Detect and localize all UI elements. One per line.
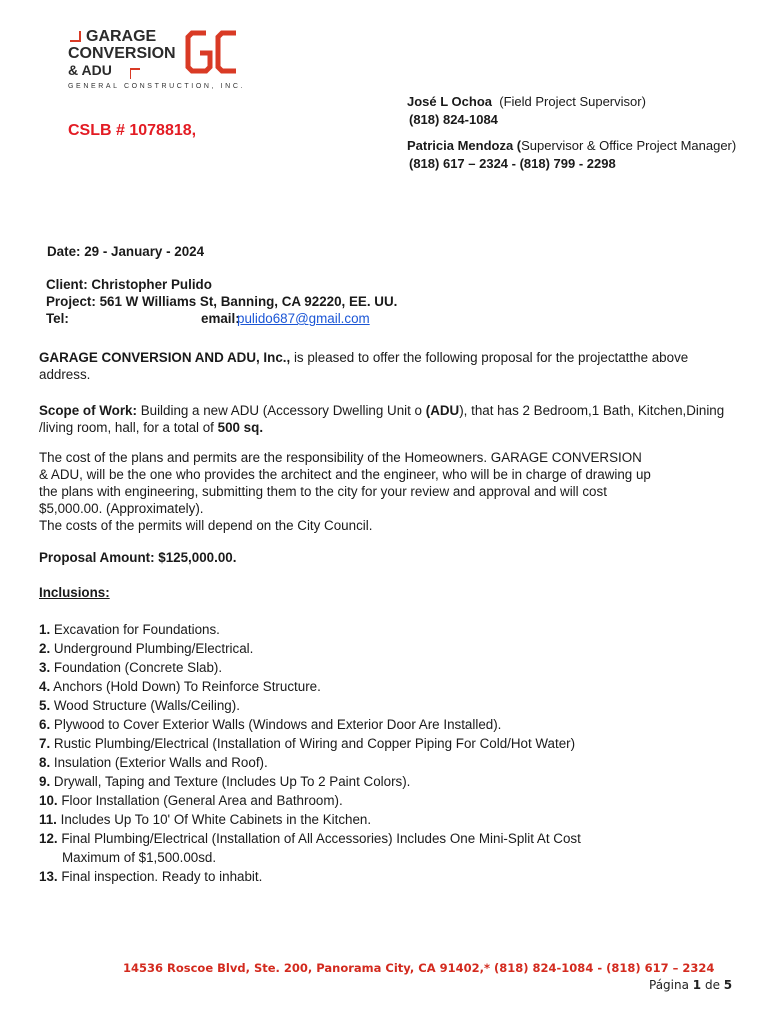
contact-2-phones: (818) 617 – 2324 - (818) 799 - 2298 (409, 156, 616, 171)
contact-2 (407, 138, 736, 153)
gc-monogram-icon (184, 27, 240, 77)
inclusions-list (39, 620, 759, 886)
scope-adu: (ADU (425, 403, 460, 418)
inclusion-number: 3. (39, 660, 51, 675)
inclusion-text: Final inspection. Ready to inhabit. (57, 869, 263, 884)
page-number (649, 978, 732, 992)
inclusion-item (39, 810, 759, 829)
logo-corner-mark-bottom (130, 67, 142, 79)
inclusion-number: 7. (39, 736, 51, 751)
inclusions-title: Inclusions: (39, 585, 110, 600)
project-address: Project: 561 W Williams St, Banning, CA 92220, EE. UU. (46, 294, 398, 309)
inclusion-number: 5. (39, 698, 51, 713)
page-prefix: Página (649, 978, 693, 992)
inclusion-number: 10. (39, 793, 58, 808)
page-total: 5 (723, 978, 733, 992)
scope-text-3: /living room, hall, for a total of (39, 420, 218, 435)
inclusion-text: Foundation (Concrete Slab). (50, 660, 223, 675)
logo-corner-mark-top (70, 31, 82, 43)
logo-tagline: GENERAL CONSTRUCTION, INC. (68, 83, 246, 90)
page-current: 1 (692, 978, 702, 992)
inclusion-text: Anchors (Hold Down) To Reinforce Structure. (50, 679, 321, 694)
inclusion-text: Underground Plumbing/Electrical. (50, 641, 254, 656)
inclusion-number: 9. (39, 774, 51, 789)
costs-line-1: The cost of the plans and permits are the responsibility of the Homeowners. GARAGE CONVERSION (39, 450, 642, 465)
inclusion-text: Includes Up To 10' Of White Cabinets in the Kitchen. (56, 812, 372, 827)
inclusion-number: 2. (39, 641, 51, 656)
company-name: GARAGE CONVERSION AND ADU, Inc., (39, 350, 291, 365)
footer-address: 14536 Roscoe Blvd, Ste. 200, Panorama City, CA 91402,* (818) 824-1084 - (818) 617 – 2324 (123, 961, 715, 975)
logo-line-garage: GARAGE (86, 28, 157, 45)
client-name: Client: Christopher Pulido (46, 277, 212, 292)
inclusion-text: Insulation (Exterior Walls and Roof). (50, 755, 268, 770)
contact-2-role: Supervisor & Office Project Manager) (521, 138, 737, 153)
tel-email-row (46, 310, 466, 327)
contact-1 (407, 94, 646, 109)
inclusion-item (39, 848, 759, 867)
contact-1-name: José L Ochoa (407, 94, 493, 109)
inclusion-item (39, 696, 759, 715)
contact-1-phone: (818) 824-1084 (409, 112, 498, 127)
inclusion-text: Plywood to Cover Exterior Walls (Windows and Exterior Door Are Installed). (50, 717, 502, 732)
scope-of-work (39, 402, 759, 436)
logo-line-conversion: CONVERSION (68, 45, 176, 62)
inclusion-number: 13. (39, 869, 58, 884)
email-label: email: (201, 311, 240, 326)
inclusion-item (39, 734, 759, 753)
costs-line-5: The costs of the permits will depend on the City Council. (39, 518, 373, 533)
proposal-amount: Proposal Amount: $125,000.00. (39, 550, 237, 565)
inclusion-number: 12. (39, 831, 58, 846)
inclusion-number: 4. (39, 679, 51, 694)
inclusion-text: Drywall, Taping and Texture (Includes Up To 2 Paint Colors). (50, 774, 411, 789)
costs-line-4: $5,000.00. (Approximately). (39, 501, 204, 516)
inclusion-item (39, 867, 759, 886)
inclusion-text: Wood Structure (Walls/Ceiling). (50, 698, 240, 713)
inclusion-number: 6. (39, 717, 51, 732)
page-of: de (701, 978, 724, 992)
contact-1-role: (Field Project Supervisor) (499, 94, 646, 109)
inclusion-text: Floor Installation (General Area and Bathroom). (57, 793, 343, 808)
proposal-date: Date: 29 - January - 2024 (47, 244, 205, 259)
inclusion-item (39, 772, 759, 791)
inclusion-text: Final Plumbing/Electrical (Installation of All Accessories) Includes One Mini-Split At Cost (57, 831, 581, 846)
tel-label: Tel: (46, 311, 69, 326)
logo-line-adu: & ADU (68, 62, 112, 78)
inclusion-number: 8. (39, 755, 51, 770)
inclusion-item (39, 715, 759, 734)
inclusion-number: 1. (39, 622, 51, 637)
contact-2-name: Patricia Mendoza ( (407, 138, 522, 153)
costs-line-2: & ADU, will be the one who provides the architect and the engineer, who will be in charge of drawing up (39, 467, 651, 482)
intro-paragraph (39, 349, 749, 383)
inclusion-item (39, 677, 759, 696)
inclusion-number: 11. (39, 812, 57, 827)
scope-label: Scope of Work: (39, 403, 137, 418)
intro-text-line2: address. (39, 367, 91, 382)
inclusion-text: Rustic Plumbing/Electrical (Installation of Wiring and Copper Piping For Cold/Hot Water) (50, 736, 576, 751)
inclusion-text: Maximum of $1,500.00sd. (62, 850, 217, 865)
inclusion-item (39, 658, 759, 677)
inclusion-item (39, 753, 759, 772)
scope-size: 500 sq. (217, 420, 264, 435)
company-logo (68, 27, 246, 97)
cslb-license-number: CSLB # 1078818, (68, 122, 197, 139)
inclusion-item (39, 639, 759, 658)
scope-text-1: Building a new ADU (Accessory Dwelling Unit o (136, 403, 426, 418)
email-link[interactable]: pulido687@gmail.com (237, 311, 370, 326)
inclusion-item (39, 791, 759, 810)
costs-paragraph (39, 449, 759, 534)
inclusion-item (39, 829, 759, 848)
inclusion-item (39, 620, 759, 639)
costs-line-3: the plans with engineering, submitting them to the city for your review and approval and will cost (39, 484, 607, 499)
intro-text-line1: is pleased to offer the following proposal for the projectatthe above (290, 350, 689, 365)
inclusion-text: Excavation for Foundations. (50, 622, 220, 637)
scope-text-2: ), that has 2 Bedroom,1 Bath, Kitchen,Dining (459, 403, 725, 418)
